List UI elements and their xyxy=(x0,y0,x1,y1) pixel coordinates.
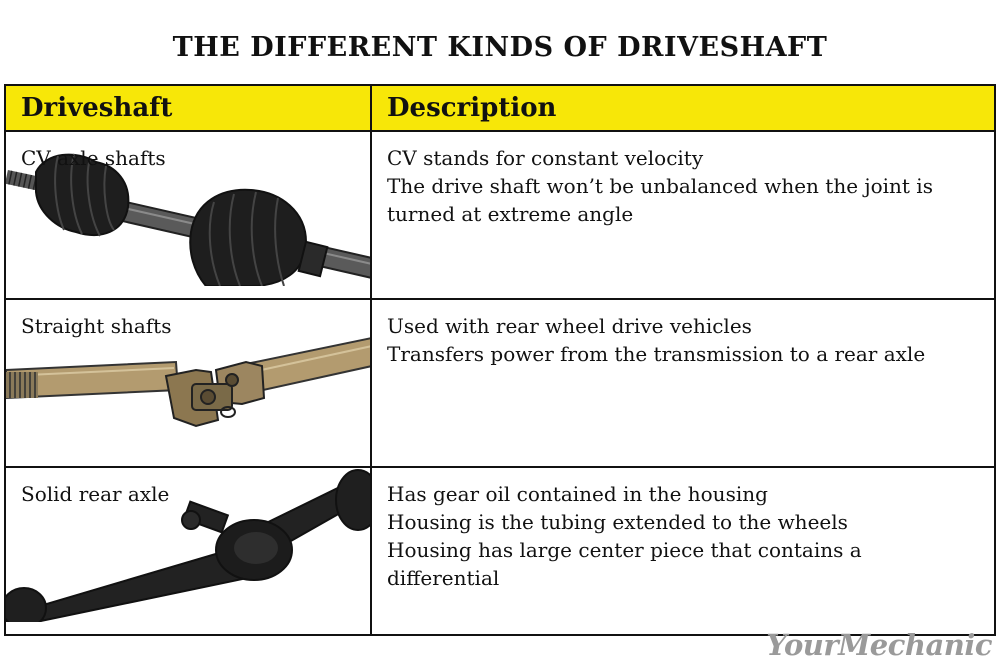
description-line: Has gear oil contained in the housing xyxy=(387,482,768,506)
description-cell xyxy=(371,299,995,467)
table-row xyxy=(5,299,995,467)
table-header-row xyxy=(5,85,995,131)
description-line: Housing has large center piece that contains a xyxy=(387,538,862,562)
driveshaft-cell xyxy=(5,467,371,635)
table-row xyxy=(5,131,995,299)
description-line: differential xyxy=(387,566,500,590)
page-title: THE DIFFERENT KINDS OF DRIVESHAFT xyxy=(172,32,828,63)
driveshaft-name: CV axle shafts xyxy=(21,146,166,170)
driveshaft-name: Straight shafts xyxy=(21,314,172,338)
description-cell xyxy=(371,467,995,635)
description-line: Transfers power from the transmission to a rear axle xyxy=(387,342,926,366)
description-line: The drive shaft won’t be unbalanced when the joint is xyxy=(387,174,933,198)
driveshaft-name: Solid rear axle xyxy=(21,482,170,506)
description-line: turned at extreme angle xyxy=(387,202,634,226)
header-description: Description xyxy=(371,85,995,131)
description-cell xyxy=(371,131,995,299)
description-line: CV stands for constant velocity xyxy=(387,146,704,170)
table-row xyxy=(5,467,995,635)
driveshaft-cell xyxy=(5,131,371,299)
description-line: Used with rear wheel drive vehicles xyxy=(387,314,752,338)
description-line: Housing is the tubing extended to the wheels xyxy=(387,510,848,534)
header-driveshaft: Driveshaft xyxy=(5,85,371,131)
driveshaft-table xyxy=(4,84,996,636)
driveshaft-cell xyxy=(5,299,371,467)
yourmechanic-logo: YourMechanic xyxy=(766,628,992,662)
